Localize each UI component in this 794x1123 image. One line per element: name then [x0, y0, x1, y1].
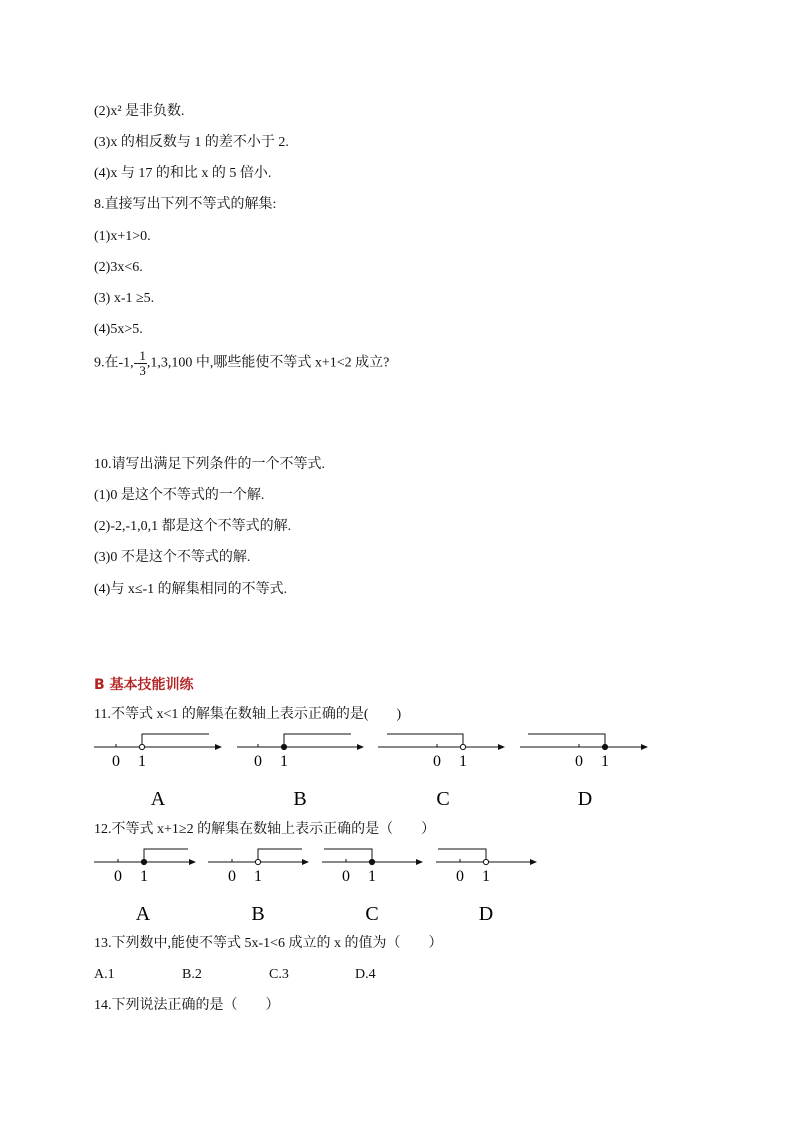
- fraction-one-third: [138, 349, 147, 378]
- open-dot: [255, 859, 260, 864]
- fraction-denominator: 3: [139, 363, 146, 378]
- closed-dot: [369, 859, 374, 864]
- option-label: A: [150, 788, 166, 810]
- tick-label-zero: 0: [228, 868, 236, 885]
- tick-label-one: 1: [140, 868, 148, 885]
- q12-option-c: [322, 849, 423, 925]
- question-11: 11.不等式 x<1 的解集在数轴上表示正确的是( ): [94, 707, 402, 722]
- axis-arrow: [215, 744, 222, 750]
- axis-arrow: [302, 859, 309, 865]
- q11-option-c: [378, 734, 505, 810]
- q10-part-1: (1)0 是这个不等式的一个解.: [94, 488, 265, 503]
- axis-arrow: [641, 744, 648, 750]
- q10-part-4: (4)与 x≤-1 的解集相同的不等式.: [94, 582, 288, 597]
- open-dot: [139, 744, 144, 749]
- item-3-line: (3)x 的相反数与 1 的差不小于 2.: [94, 135, 289, 150]
- solution-bracket: [142, 734, 209, 747]
- tick-label-zero: 0: [433, 753, 441, 770]
- tick-label-zero: 0: [112, 753, 120, 770]
- option-label: D: [478, 903, 494, 925]
- solution-bracket: [144, 849, 188, 862]
- q8-part-1: (1)x+1>0.: [94, 229, 151, 244]
- question-8: 8.直接写出下列不等式的解集:: [94, 197, 277, 212]
- option-label: C: [365, 903, 379, 925]
- item-4-line: (4)x 与 17 的和比 x 的 5 倍小.: [94, 166, 272, 181]
- fraction-numerator: 1: [139, 348, 146, 363]
- option-a: A.1: [94, 967, 115, 982]
- item-2-line: (2)x² 是非负数.: [94, 104, 185, 119]
- open-dot: [460, 744, 465, 749]
- option-label: B: [293, 788, 307, 810]
- option-label: B: [251, 903, 265, 925]
- q8-part-2: (2)3x<6.: [94, 260, 143, 275]
- tick-label-zero: 0: [342, 868, 350, 885]
- q12-option-b: [208, 849, 309, 925]
- section-b-heading: B 基本技能训练: [94, 677, 194, 693]
- number-lines-q12: [0, 840, 794, 930]
- q11-option-b: [237, 734, 364, 810]
- tick-label-zero: 0: [575, 753, 583, 770]
- axis-arrow: [530, 859, 537, 865]
- question-13: 13.下列数中,能使不等式 5x-1<6 成立的 x 的值为（ ）: [94, 936, 443, 951]
- option-label: D: [577, 788, 593, 810]
- option-b: B.2: [182, 967, 202, 982]
- question-9: [94, 349, 389, 378]
- option-d: D.4: [355, 967, 376, 982]
- axis-arrow: [189, 859, 196, 865]
- question-12: 12.不等式 x+1≥2 的解集在数轴上表示正确的是（ ）: [94, 822, 436, 837]
- option-c: C.3: [269, 967, 289, 982]
- tick-label-zero: 0: [114, 868, 122, 885]
- tick-label-one: 1: [459, 753, 467, 770]
- axis-arrow: [416, 859, 423, 865]
- option-label: A: [135, 903, 151, 925]
- tick-label-one: 1: [254, 868, 262, 885]
- q11-option-d: [520, 734, 648, 810]
- solution-bracket: [387, 734, 463, 747]
- tick-label-zero: 0: [456, 868, 464, 885]
- tick-label-one: 1: [138, 753, 146, 770]
- q9-prefix: 9.在-1,-: [94, 355, 139, 371]
- closed-dot: [281, 744, 286, 749]
- axis-arrow: [357, 744, 364, 750]
- tick-label-one: 1: [482, 868, 490, 885]
- q10-part-2: (2)-2,-1,0,1 都是这个不等式的解.: [94, 519, 292, 534]
- solution-bracket: [438, 849, 486, 862]
- open-dot: [483, 859, 488, 864]
- option-label: C: [436, 788, 450, 810]
- q12-option-a: [94, 849, 196, 925]
- q8-part-3: (3) x-1 ≥5.: [94, 291, 155, 306]
- tick-label-one: 1: [280, 753, 288, 770]
- q12-option-d: [436, 849, 537, 925]
- solution-bracket: [258, 849, 302, 862]
- tick-label-one: 1: [601, 753, 609, 770]
- q10-part-3: (3)0 不是这个不等式的解.: [94, 550, 251, 565]
- q8-part-4: (4)5x>5.: [94, 322, 143, 337]
- closed-dot: [602, 744, 607, 749]
- closed-dot: [141, 859, 146, 864]
- question-10: 10.请写出满足下列条件的一个不等式.: [94, 457, 325, 472]
- solution-bracket: [284, 734, 351, 747]
- axis-arrow: [498, 744, 505, 750]
- number-lines-q11: [0, 725, 794, 815]
- q11-option-a: [94, 734, 222, 810]
- tick-label-zero: 0: [254, 753, 262, 770]
- q9-suffix: ,1,3,100 中,哪些能使不等式 x+1<2 成立?: [146, 355, 390, 371]
- question-14: 14.下列说法正确的是（ ）: [94, 998, 280, 1013]
- solution-bracket: [528, 734, 605, 747]
- tick-label-one: 1: [368, 868, 376, 885]
- solution-bracket: [324, 849, 372, 862]
